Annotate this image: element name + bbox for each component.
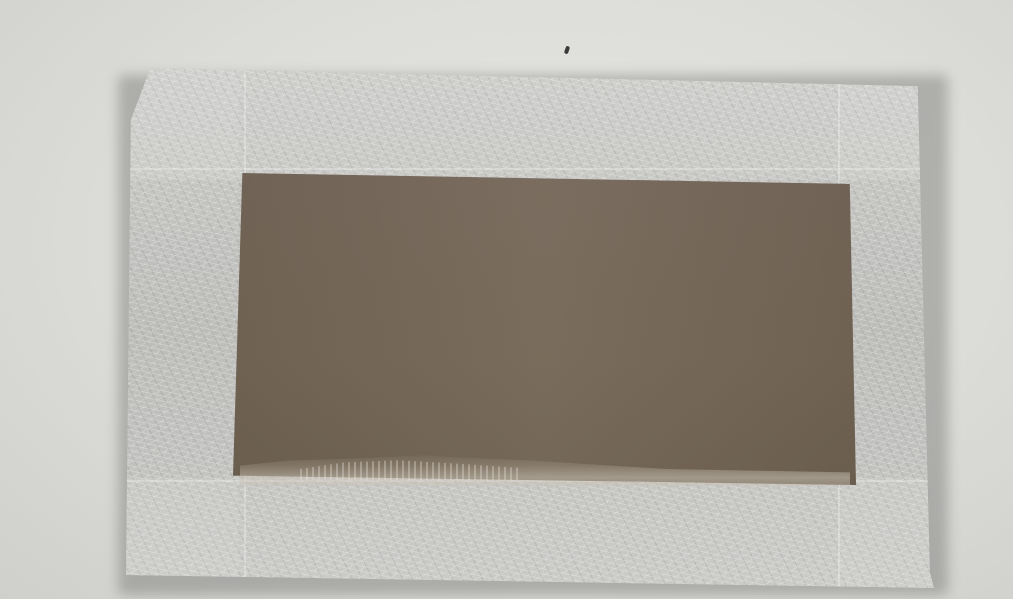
tape-top xyxy=(126,68,938,180)
brown-panel xyxy=(233,173,856,485)
tape-bottom xyxy=(126,478,938,588)
tape-left xyxy=(126,68,238,588)
wall-speck xyxy=(564,46,570,55)
tape-edge-top xyxy=(126,168,938,170)
